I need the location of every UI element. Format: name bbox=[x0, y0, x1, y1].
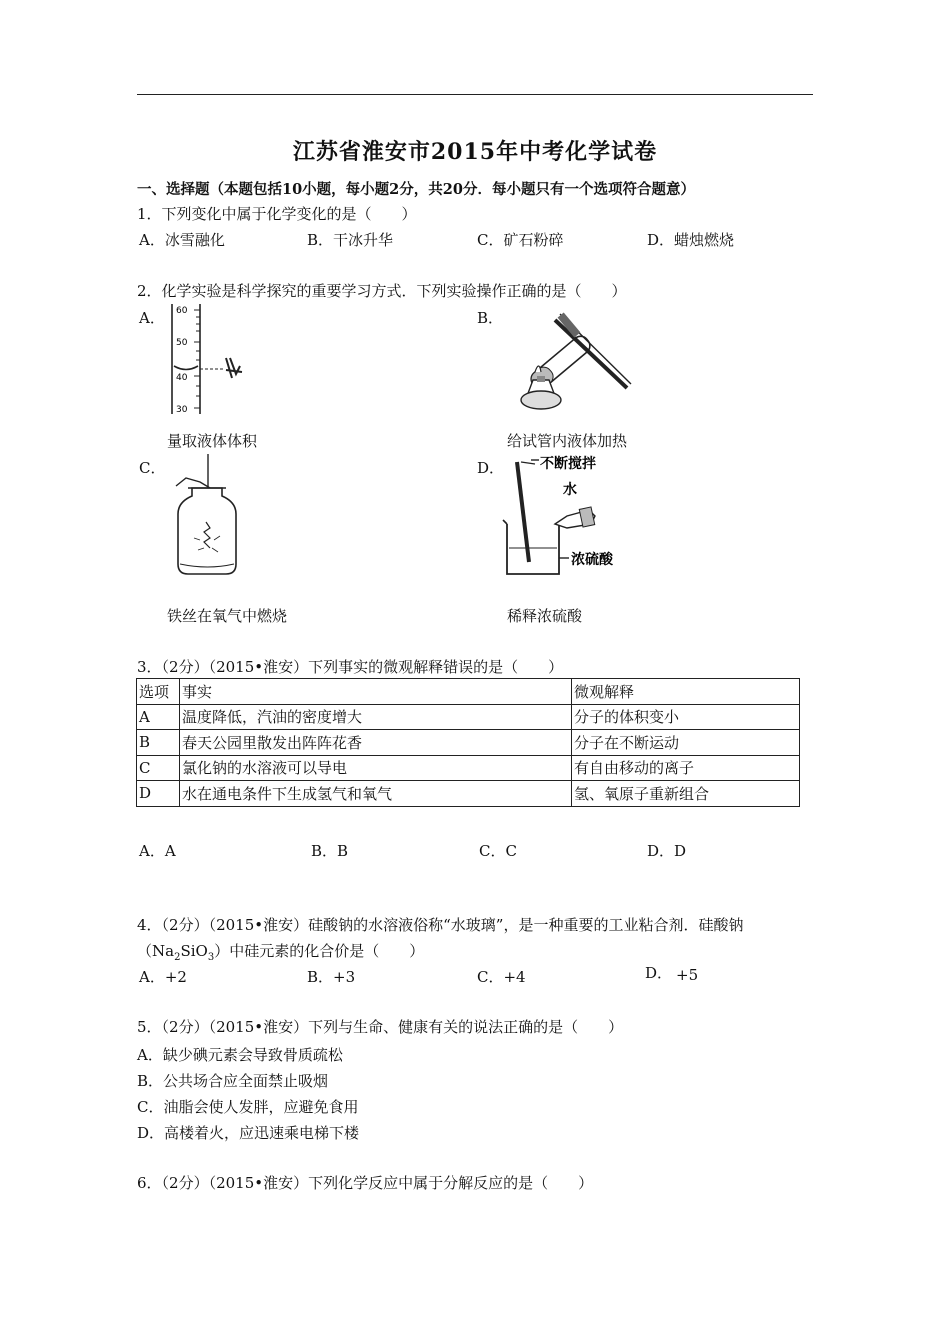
oxygen-bottle-figure bbox=[170, 452, 250, 582]
q4-option-b: B．+3 bbox=[307, 968, 356, 986]
top-rule bbox=[137, 94, 813, 95]
q2-letter-b: B． bbox=[477, 309, 504, 327]
q5-option-d: D．高楼着火，应迅速乘电梯下楼 bbox=[137, 1124, 360, 1142]
row-explanation: 分子的体积变小 bbox=[572, 704, 800, 730]
table-header-row bbox=[137, 679, 800, 705]
table-row bbox=[137, 781, 800, 807]
row-option: B bbox=[137, 730, 180, 756]
q3-stem: 3．（2分）（2015•淮安）下列事实的微观解释错误的是（ ） bbox=[137, 658, 564, 676]
q2-letter-c: C． bbox=[139, 459, 166, 477]
cylinder-tick-60: 60 bbox=[176, 306, 188, 316]
q1-option-a: A．冰雪融化 bbox=[139, 231, 225, 249]
q1-stem: 1．下列变化中属于化学变化的是（ ） bbox=[137, 205, 417, 223]
label-acid: 浓硫酸 bbox=[571, 552, 613, 568]
table-row bbox=[137, 730, 800, 756]
q2-caption-c: 铁丝在氧气中燃烧 bbox=[167, 607, 288, 625]
q2-letter-a: A． bbox=[139, 309, 165, 327]
facts-table bbox=[136, 678, 800, 807]
q4-option-c: C．+4 bbox=[477, 968, 526, 986]
q3-option-d: D．D bbox=[647, 842, 687, 860]
section-heading: 一、选择题（本题包括10小题，每小题2分，共20分．每小题只有一个选项符合题意） bbox=[137, 181, 695, 198]
q5-option-a: A．缺少碘元素会导致骨质疏松 bbox=[137, 1046, 343, 1064]
row-fact: 水在通电条件下生成氢气和氧气 bbox=[180, 781, 572, 807]
row-fact: 氯化钠的水溶液可以导电 bbox=[180, 755, 572, 781]
cylinder-tick-30: 30 bbox=[176, 405, 188, 415]
q4-line2-mid: SiO bbox=[180, 942, 208, 960]
q3-option-b: B．B bbox=[311, 842, 349, 860]
q4-subscript-2: 2 bbox=[174, 952, 181, 963]
header-option: 选项 bbox=[137, 679, 180, 705]
cylinder-tick-50: 50 bbox=[176, 338, 188, 348]
heating-test-tube-figure bbox=[505, 300, 640, 425]
row-option: C bbox=[137, 755, 180, 781]
q4-option-a: A．+2 bbox=[139, 968, 187, 986]
q2-caption-a: 量取液体体积 bbox=[167, 432, 258, 450]
q4-line2 bbox=[137, 940, 424, 963]
label-water: 水 bbox=[563, 482, 577, 498]
q1-option-d: D．蜡烛燃烧 bbox=[647, 231, 735, 249]
header-explanation: 微观解释 bbox=[572, 679, 800, 705]
q4-option-d-letter: D． bbox=[645, 964, 673, 982]
label-stir: 不断搅拌 bbox=[540, 456, 596, 472]
q2-caption-d: 稀释浓硫酸 bbox=[507, 607, 583, 625]
q1-option-b: B．干冰升华 bbox=[307, 231, 394, 249]
q2-caption-b: 给试管内液体加热 bbox=[507, 432, 628, 450]
q2-stem: 2．化学实验是科学探究的重要学习方式．下列实验操作正确的是（ ） bbox=[137, 282, 627, 300]
table-row bbox=[137, 755, 800, 781]
q5-option-c: C．油脂会使人发胖，应避免食用 bbox=[137, 1098, 359, 1116]
row-explanation: 氢、氧原子重新组合 bbox=[572, 781, 800, 807]
q4-line2-pre: （Na bbox=[137, 942, 175, 960]
table-row bbox=[137, 704, 800, 730]
row-explanation: 有自由移动的离子 bbox=[572, 755, 800, 781]
q3-option-a: A．A bbox=[139, 842, 176, 860]
q3-option-c: C．C bbox=[479, 842, 517, 860]
row-fact: 温度降低，汽油的密度增大 bbox=[180, 704, 572, 730]
row-option: A bbox=[137, 704, 180, 730]
q2-letter-d: D． bbox=[477, 459, 505, 477]
q4-subscript-3: 3 bbox=[207, 952, 215, 963]
q5-option-b: B．公共场合应全面禁止吸烟 bbox=[137, 1072, 329, 1090]
cylinder-tick-40: 40 bbox=[176, 373, 188, 383]
q1-option-c: C．矿石粉碎 bbox=[477, 231, 564, 249]
row-explanation: 分子在不断运动 bbox=[572, 730, 800, 756]
dilution-figure bbox=[495, 452, 635, 582]
q5-stem: 5．（2分）（2015•淮安）下列与生命、健康有关的说法正确的是（ ） bbox=[137, 1018, 624, 1036]
row-fact: 春天公园里散发出阵阵花香 bbox=[180, 730, 572, 756]
q4-line2-post: ）中硅元素的化合价是（ ） bbox=[214, 942, 425, 960]
q6-stem: 6．（2分）（2015•淮安）下列化学反应中属于分解反应的是（ ） bbox=[137, 1174, 594, 1192]
graduated-cylinder-figure bbox=[160, 300, 250, 420]
header-fact: 事实 bbox=[180, 679, 572, 705]
page-title: 江苏省淮安市2015年中考化学试卷 bbox=[292, 139, 658, 165]
q4-option-d-value: +5 bbox=[676, 966, 699, 984]
q4-line1: 4．（2分）（2015•淮安）硅酸钠的水溶液俗称“水玻璃”，是一种重要的工业粘合剂．硅酸钠 bbox=[137, 916, 744, 934]
row-option: D bbox=[137, 781, 180, 807]
